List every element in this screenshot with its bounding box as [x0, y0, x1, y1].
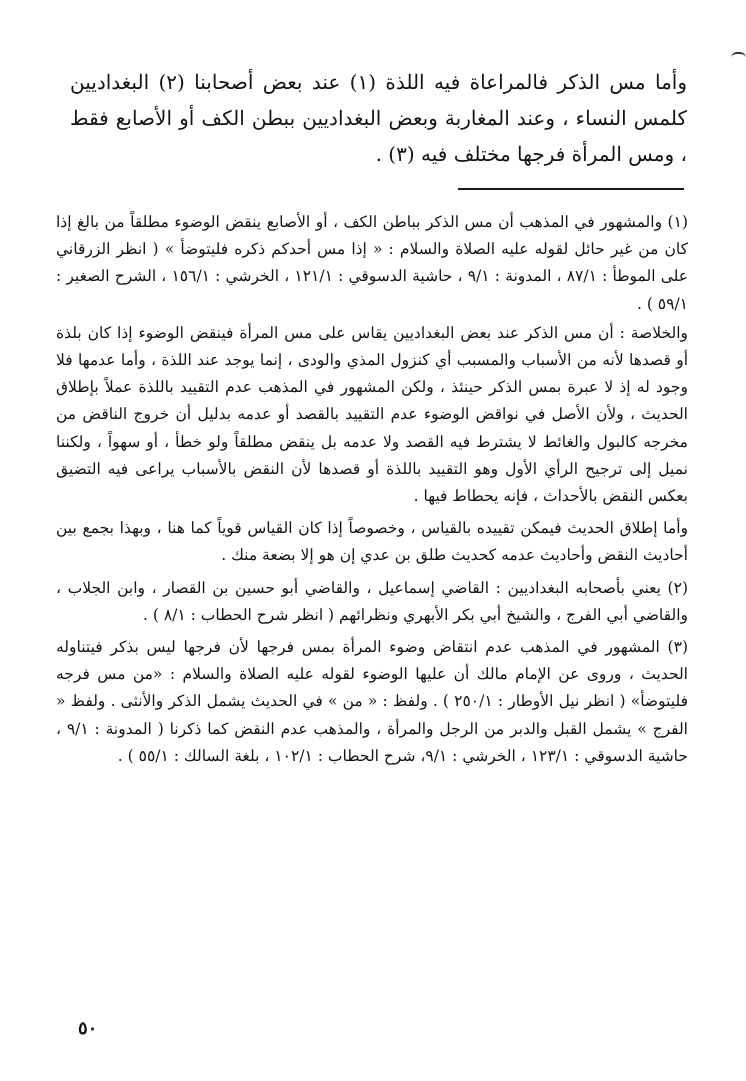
page-number: ٥٠	[78, 1018, 98, 1039]
footnote-1-summary: والخلاصة : أن مس الذكر عند بعض البغداديين يقاس على مس المرأة فينقض الوضوء إذا كان بلذة أو قصدها لأنه من الأسباب والمسبب أي كنزول المذي والودى ، إنما يوجد عند اللذة ، وأما عدمها فلا وجود له إذ لا عبرة بمس الذكر حينئذ ، ولكن المشهور في المذهب عدم التقييد باللذة عملاً بإطلاق الحديث ، ولأن الأصل في نواقض الوضوء عدم التقييد بالقصد أو عدمه بدليل أن خروج الناقض من مخرجه كالبول والغائط لا يشترط فيه القصد ولا عدمه بل ينقض مطلقاً ولو خطأ ، أو سهواً ، ولكننا نميل إلى ترجيح الرأي الأول وهو التقييد باللذة أو قصدها لأن النقض بالأسباب يراعى فيه التضيق بعكس النقض بالأحداث ، فإنه يحطاط فيها .	[56, 323, 688, 506]
footnote-1-continuation: وأما إطلاق الحديث فيمكن تقييده بالقياس ، وخصوصاً إذا كان القياس قوياً كما هنا ، وبهذا بجمع بين أحاديث النقض وأحاديث عدمه كحديث طلق بن عدي إن هو إلا بضعة منك .	[56, 519, 688, 565]
footnote-separator	[458, 188, 684, 190]
main-text-block	[70, 64, 687, 172]
footnote-2: (٢) يعني بأصحابه البغداديين : القاضي إسماعيل ، والقاضي أبو حسين بن القصار ، وابن الجلاب ، والقاضي أبي الفرج ، والشيخ أبي بكر الأبهري ونظرائهم ( انظر شرح الحطاب : ٨/١ ) .	[56, 578, 688, 624]
page-edge-mark	[731, 52, 746, 64]
main-paragraph: وأما مس الذكر فالمراعاة فيه اللذة (١) عند بعض أصحابنا (٢) البغداديين كلمس النساء ، وعند المغاربة وبعض البغداديين ببطن الكف أو الأصابع فقط ، ومس المرأة فرجها مختلف فيه (٣) .	[70, 70, 688, 166]
footnotes-block	[56, 209, 688, 775]
footnote-1: (١) والمشهور في المذهب أن مس الذكر بباطن الكف ، أو الأصابع ينقض الوضوء مطلقاً من بالغ إذا كان من غير حائل لقوله عليه الصلاة والسلام : « إذا مس أحدكم ذكره فليتوضأ » ( انظر الزرقاني على الموطأ : ٨٧/١ ، المدونة : ٩/١ ، حاشية الدسوقي : ١٢١/١ ، الخرشي : ١٥٦/١ ، الشرح الصغير : ٥٩/١ ) .	[56, 213, 688, 313]
footnote-3: (٣) المشهور في المذهب عدم انتقاض وضوء المرأة بمس فرجها لأن فرجها ليس بذكر فيتناوله الحديث ، وروى عن الإمام مالك أن عليها الوضوء لقوله عليه الصلاة والسلام : «من مس فرجه فليتوضأ» ( انظر نيل الأوطار : ٢٥٠/١ ) . ولفظ : « من » في الحديث يشمل الذكر والأنثى . ولفظ « الفرج » يشمل القبل والدبر من الرجل والمرأة ، والمذهب عدم النقض كما ذكرنا ( المدونة : ٩/١ ، حاشية الدسوقي : ١٢٣/١ ، الخرشي : ٩/١، شرح الحطاب : ١٠٢/١ ، بلغة السالك : ٥٥/١ ) .	[56, 638, 688, 765]
